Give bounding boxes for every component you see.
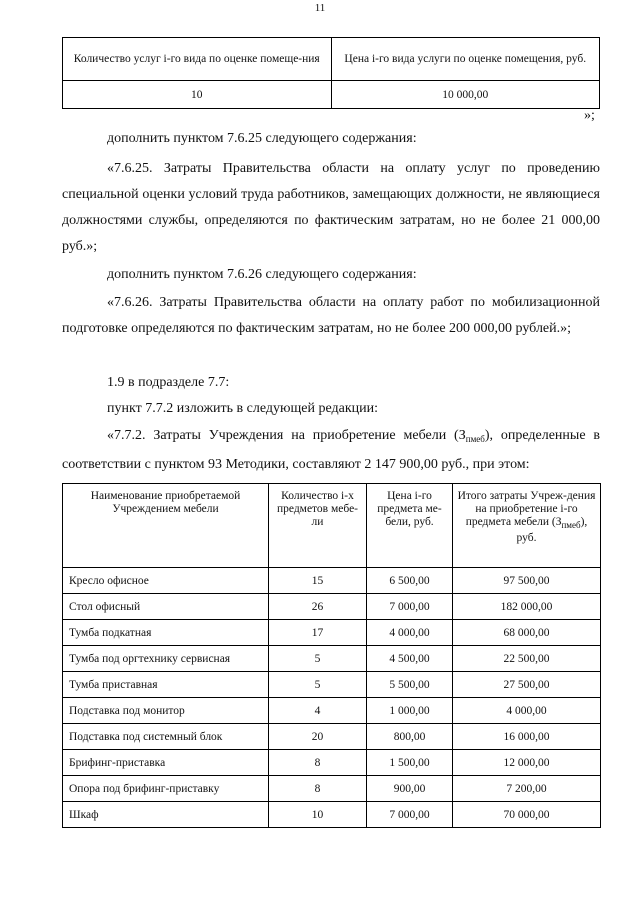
cell-name: Тумба приставная [63,672,269,698]
cell-name: Кресло офисное [63,568,269,594]
cell-quantity: 8 [269,750,367,776]
cell-total: 16 000,00 [453,724,601,750]
table-row [63,620,601,646]
cell-quantity: 15 [269,568,367,594]
table-header-row [63,484,601,568]
table-row [63,646,601,672]
paragraph-add-7-6-26: дополнить пунктом 7.6.26 следующего содержания: [107,267,417,282]
furniture-table [62,483,601,828]
table-row [63,776,601,802]
cell-total: 70 000,00 [453,802,601,828]
cell-quantity: 17 [269,620,367,646]
cell-price: 1 000,00 [367,698,453,724]
table-row [63,568,601,594]
header-service-price: Цена i-го вида услуги по оценке помещения, руб. [331,38,600,81]
cell-price: 6 500,00 [367,568,453,594]
header-service-count: Количество услуг i-го вида по оценке помеще-ния [63,38,332,81]
closing-quote: »; [584,108,595,123]
cell-price: 4 000,00 [367,620,453,646]
cell-service-price: 10 000,00 [331,81,600,109]
table-row [63,672,601,698]
cell-total: 4 000,00 [453,698,601,724]
table-row [63,802,601,828]
header-total-cost: Итого затраты Учреж-дения на приобретение i-го предмета мебели $(З_{пмеб})$, руб. [453,484,601,568]
cell-price: 5 500,00 [367,672,453,698]
table-row [63,594,601,620]
table-row [63,698,601,724]
cell-name: Тумба подкатная [63,620,269,646]
cell-price: 7 000,00 [367,802,453,828]
cell-service-count: 10 [63,81,332,109]
cell-quantity: 20 [269,724,367,750]
cell-total: 97 500,00 [453,568,601,594]
cell-name: Стол офисный [63,594,269,620]
paragraph-add-7-6-25: дополнить пунктом 7.6.25 следующего содержания: [107,131,417,146]
header-quantity: Количество i-х предметов мебе-ли [269,484,367,568]
cell-total: 22 500,00 [453,646,601,672]
cell-name: Подставка под системный блок [63,724,269,750]
cell-total: 27 500,00 [453,672,601,698]
cell-name: Подставка под монитор [63,698,269,724]
cell-price: 7 000,00 [367,594,453,620]
cell-quantity: 4 [269,698,367,724]
cell-quantity: 26 [269,594,367,620]
page-number: 11 [314,2,326,14]
cell-quantity: 5 [269,646,367,672]
cell-price: 4 500,00 [367,646,453,672]
cell-price: 800,00 [367,724,453,750]
paragraph-7-6-25: «7.6.25. Затраты Правительства области на оплату услуг по проведению специальной оценки условий труда работников, замещающих должности, не являющиеся должностями службы, определяются по фактическим затратам, но не более 21 000,00 руб.»; [62,161,600,254]
table-row [63,724,601,750]
cell-name: Опора под брифинг-приставку [63,776,269,802]
header-unit-price: Цена i-го предмета ме-бели, руб. [367,484,453,568]
cell-name: Брифинг-приставка [63,750,269,776]
service-cost-table [62,37,600,109]
cell-total: 68 000,00 [453,620,601,646]
header-furniture-name: Наименование приобретаемой Учреждением мебели [63,484,269,568]
table-row [63,750,601,776]
cell-quantity: 5 [269,672,367,698]
cell-name: Тумба под оргтехнику сервисная [63,646,269,672]
paragraph-7-7-2: «7.7.2. Затраты Учреждения на приобретение мебели $(З_{пмеб})$, определенные в соответствии с пунктом 93 Методики, составляют 2 147 900,00 руб., при этом: [62,428,601,472]
cell-total: 7 200,00 [453,776,601,802]
cell-quantity: 8 [269,776,367,802]
cell-total: 12 000,00 [453,750,601,776]
cell-price: 900,00 [367,776,453,802]
paragraph-7-7-2-intro: пункт 7.7.2 изложить в следующей редакции: [107,401,378,416]
paragraph-7-6-26: «7.6.26. Затраты Правительства области на оплату работ по мобилизационной подготовке определяются по фактическим затратам, но не более 200 000,00 рублей.»; [62,295,600,336]
paragraph-1-9: 1.9 в подразделе 7.7: [107,375,230,390]
table-header-row [63,38,600,81]
cell-quantity: 10 [269,802,367,828]
cell-total: 182 000,00 [453,594,601,620]
table-row [63,81,600,109]
cell-name: Шкаф [63,802,269,828]
cell-price: 1 500,00 [367,750,453,776]
